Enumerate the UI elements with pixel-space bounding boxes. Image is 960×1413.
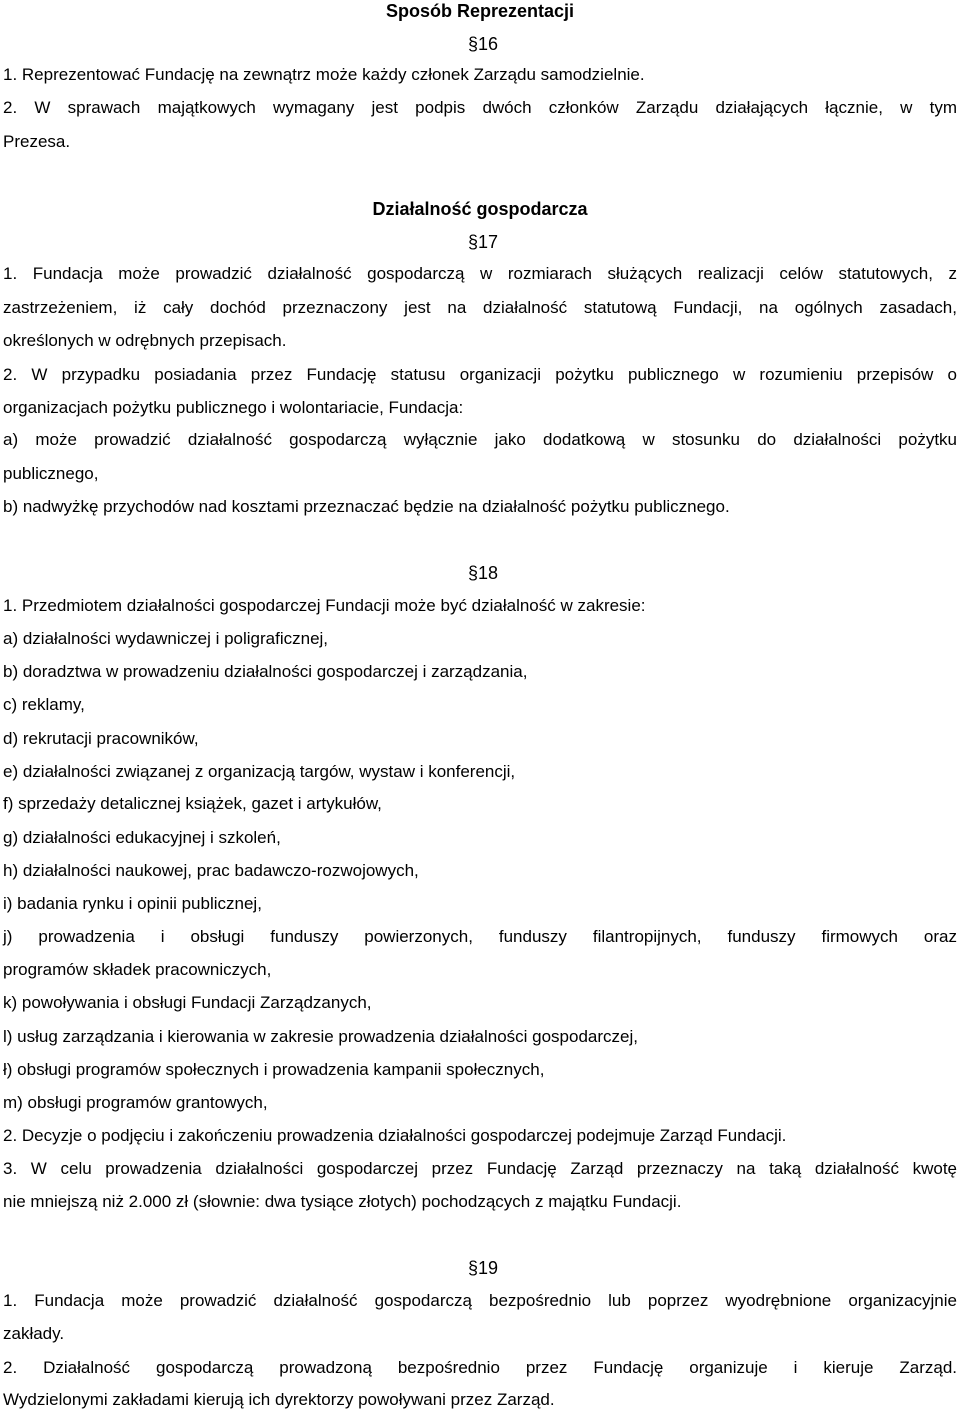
- paragraph-number-18: §18: [467, 563, 499, 583]
- paragraph-number-19: §19: [467, 1258, 499, 1278]
- paragraph-18-line: h) działalności naukowej, prac badawczo-rozwojowych,: [3, 861, 419, 880]
- paragraph-17-line: b) nadwyżkę przychodów nad kosztami przeznaczać będzie na działalność pożytku publicznego.: [3, 497, 730, 516]
- paragraph-number-17: §17: [467, 232, 499, 252]
- paragraph-18-line: k) powoływania i obsługi Fundacji Zarządzanych,: [3, 993, 372, 1012]
- paragraph-18-line: programów składek pracowniczych,: [3, 960, 272, 979]
- paragraph-18-line: e) działalności związanej z organizacją targów, wystaw i konferencji,: [3, 762, 516, 781]
- paragraph-18-line: i) badania rynku i opinii publicznej,: [3, 894, 262, 913]
- paragraph-18-line: 3. W celu prowadzenia działalności gospodarczej przez Fundację Zarząd przeznaczy na taką działalność kwotę: [3, 1159, 957, 1178]
- paragraph-18-line: l) usług zarządzania i kierowania w zakresie prowadzenia działalności gospodarczej,: [3, 1027, 638, 1046]
- paragraph-18-line: ł) obsługi programów społecznych i prowadzenia kampanii społecznych,: [3, 1060, 545, 1079]
- paragraph-17-line: organizacjach pożytku publicznego i wolontariacie, Fundacja:: [3, 398, 464, 417]
- paragraph-16-line: 2. W sprawach majątkowych wymagany jest podpis dwóch członków Zarządu działających łącznie, w tym: [3, 98, 957, 117]
- section-title-business: Działalność gospodarcza: [372, 199, 588, 219]
- paragraph-18-line: nie mniejszą niż 2.000 zł (słownie: dwa tysiące złotych) pochodzących z majątku Fundacji.: [3, 1192, 682, 1211]
- paragraph-17-line: zastrzeżeniem, iż cały dochód przeznaczony jest na działalność statutową Fundacji, na ogólnych zasadach,: [3, 298, 957, 317]
- paragraph-17-line: określonych w odrębnych przepisach.: [3, 331, 287, 350]
- paragraph-19-line: zakłady.: [3, 1324, 65, 1343]
- paragraph-number-16: §16: [467, 34, 499, 54]
- paragraph-18-line: d) rekrutacji pracowników,: [3, 729, 199, 748]
- paragraph-17-line: 2. W przypadku posiadania przez Fundację statusu organizacji pożytku publicznego w rozumieniu przepisów o: [3, 365, 957, 384]
- paragraph-18-line: b) doradztwa w prowadzeniu działalności gospodarczej i zarządzania,: [3, 662, 528, 681]
- section-title-representation: Sposób Reprezentacji: [385, 1, 575, 21]
- paragraph-17-line: a) może prowadzić działalność gospodarczą wyłącznie jako dodatkową w stosunku do działalności pożytku: [3, 430, 957, 449]
- paragraph-19-line: 1. Fundacja może prowadzić działalność gospodarczą bezpośrednio lub poprzez wyodrębnione organizacyjnie: [3, 1291, 957, 1310]
- paragraph-17-line: publicznego,: [3, 464, 99, 483]
- paragraph-18-line: m) obsługi programów grantowych,: [3, 1093, 268, 1112]
- paragraph-16-line: 1. Reprezentować Fundację na zewnątrz może każdy członek Zarządu samodzielnie.: [3, 65, 645, 84]
- paragraph-18-line: c) reklamy,: [3, 695, 85, 714]
- paragraph-18-line: 1. Przedmiotem działalności gospodarczej Fundacji może być działalność w zakresie:: [3, 596, 646, 615]
- paragraph-16-line: Prezesa.: [3, 132, 71, 151]
- paragraph-18-line: a) działalności wydawniczej i poligraficznej,: [3, 629, 329, 648]
- paragraph-19-line: 2. Działalność gospodarczą prowadzoną bezpośrednio przez Fundację organizuje i kieruje Zarząd.: [3, 1358, 957, 1377]
- paragraph-19-line: Wydzielonymi zakładami kierują ich dyrektorzy powoływani przez Zarząd.: [3, 1390, 555, 1409]
- paragraph-18-line: f) sprzedaży detalicznej książek, gazet i artykułów,: [3, 794, 382, 813]
- paragraph-17-line: 1. Fundacja może prowadzić działalność gospodarczą w rozmiarach służących realizacji celów statutowych, z: [3, 264, 957, 283]
- paragraph-18-line: g) działalności edukacyjnej i szkoleń,: [3, 828, 281, 847]
- paragraph-18-line: j) prowadzenia i obsługi funduszy powierzonych, funduszy filantropijnych, funduszy firmowych oraz: [3, 927, 957, 946]
- paragraph-18-line: 2. Decyzje o podjęciu i zakończeniu prowadzenia działalności gospodarczej podejmuje Zarząd Fundacji.: [3, 1126, 787, 1145]
